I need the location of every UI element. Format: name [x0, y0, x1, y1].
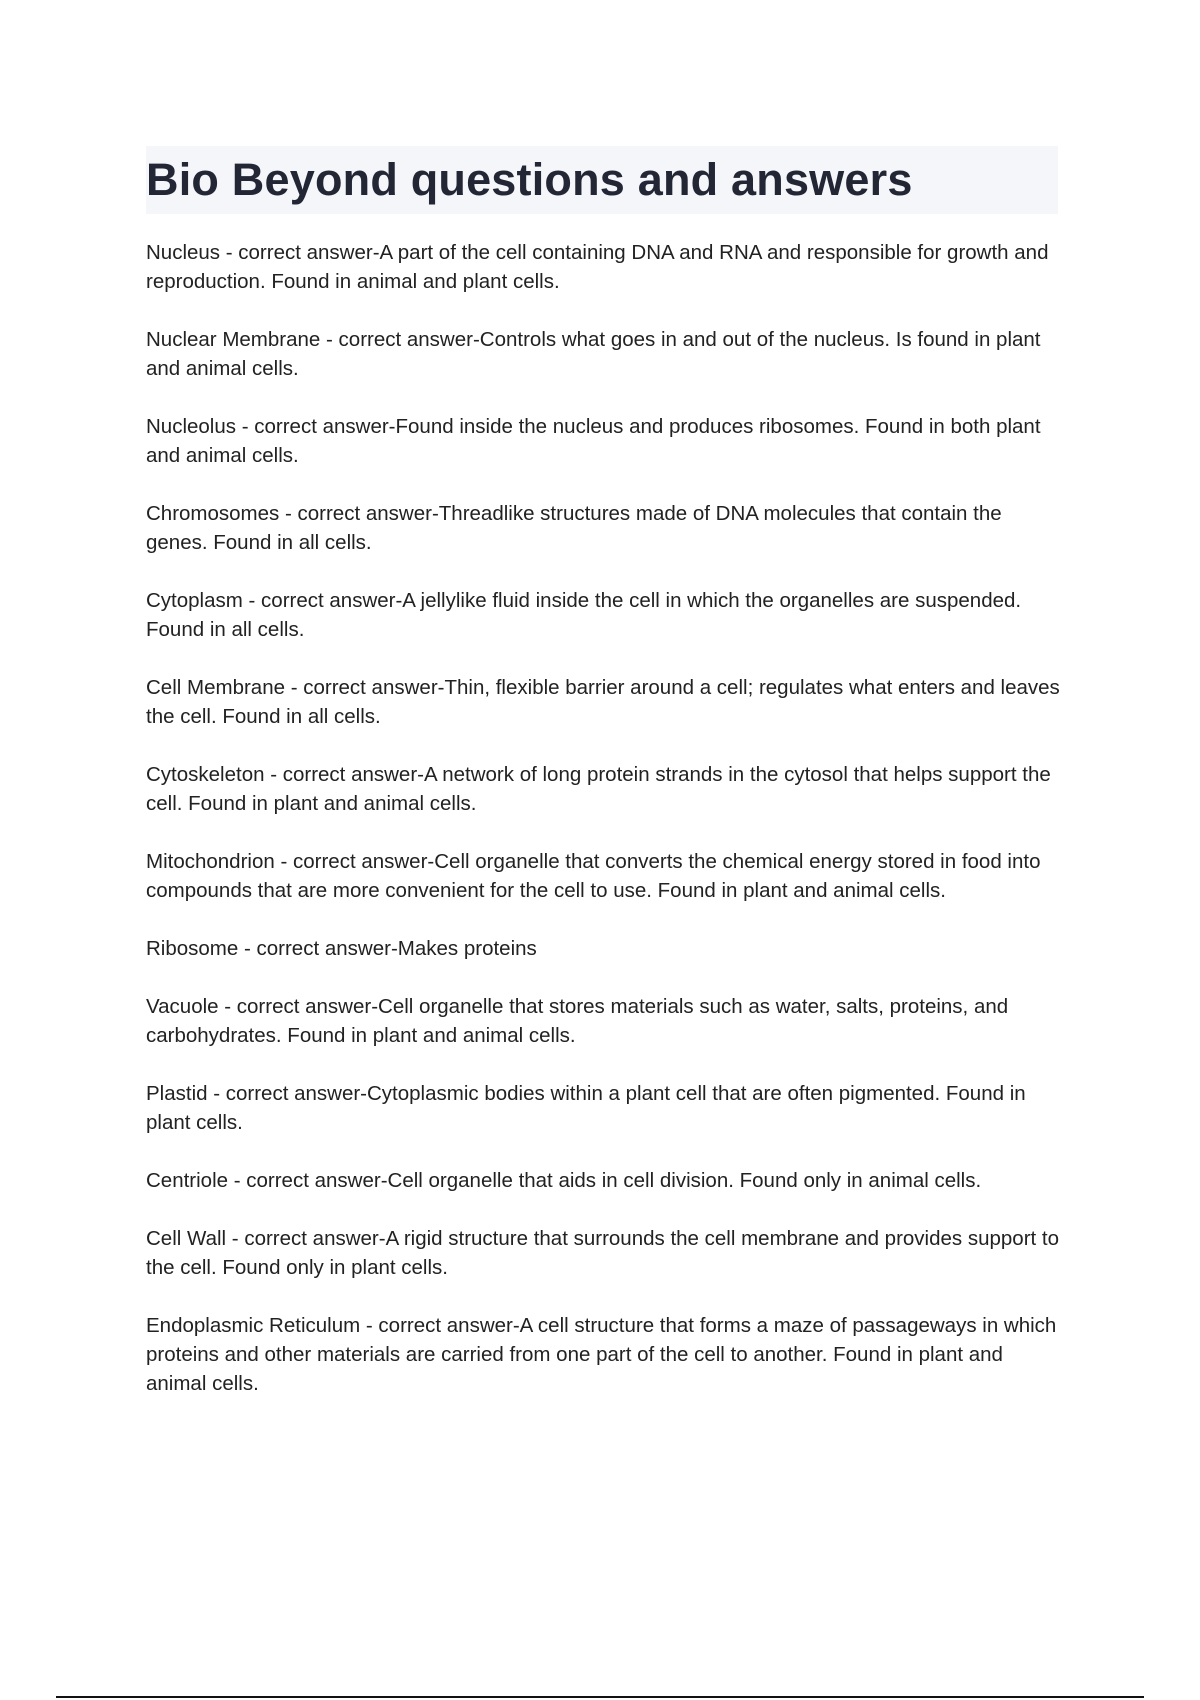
qa-entry-cell-membrane: Cell Membrane - correct answer-Thin, flexible barrier around a cell; regulates what enters and leaves the cell. Found in all cells. [146, 676, 1060, 728]
qa-entry-vacuole: Vacuole - correct answer-Cell organelle that stores materials such as water, salts, proteins, and carbohydrates. Found in plant and animal cells. [146, 995, 1009, 1047]
qa-entry-cytoplasm: Cytoplasm - correct answer-A jellylike fluid inside the cell in which the organelles are suspended. Found in all cells. [146, 589, 1022, 641]
qa-entry-chromosomes: Chromosomes - correct answer-Threadlike structures made of DNA molecules that contain the genes. Found in all cells. [146, 502, 1002, 554]
footer-divider [56, 1696, 1144, 1698]
qa-entry-cell-wall: Cell Wall - correct answer-A rigid structure that surrounds the cell membrane and provides support to the cell. Found only in plant cells. [146, 1227, 1060, 1279]
qa-entry-cytoskeleton: Cytoskeleton - correct answer-A network of long protein strands in the cytosol that helps support the cell. Found in plant and animal cells. [146, 763, 1051, 815]
qa-entry-mitochondrion: Mitochondrion - correct answer-Cell organelle that converts the chemical energy stored in food into compounds that are more convenient for the cell to use. Found in plant and animal cells. [146, 850, 1041, 902]
qa-entry-ribosome: Ribosome - correct answer-Makes proteins [146, 937, 537, 960]
qa-entry-list [146, 238, 1061, 1427]
qa-entry-nucleolus: Nucleolus - correct answer-Found inside the nucleus and produces ribosomes. Found in both plant and animal cells. [146, 415, 1041, 467]
qa-entry-nuclear-membrane: Nuclear Membrane - correct answer-Controls what goes in and out of the nucleus. Is found in plant and animal cells. [146, 328, 1041, 380]
qa-entry-endoplasmic-reticulum: Endoplasmic Reticulum - correct answer-A cell structure that forms a maze of passageways in which proteins and other materials are carried from one part of the cell to another. Found in plant and animal cells. [146, 1314, 1057, 1395]
title-banner [146, 146, 1058, 214]
qa-entry-centriole: Centriole - correct answer-Cell organelle that aids in cell division. Found only in animal cells. [146, 1169, 982, 1192]
qa-entry-nucleus: Nucleus - correct answer-A part of the cell containing DNA and RNA and responsible for growth and reproduction. Found in animal and plant cells. [146, 241, 1049, 293]
qa-entry-plastid: Plastid - correct answer-Cytoplasmic bodies within a plant cell that are often pigmented. Found in plant cells. [146, 1082, 1026, 1134]
page-title: Bio Beyond questions and answers [146, 154, 913, 205]
